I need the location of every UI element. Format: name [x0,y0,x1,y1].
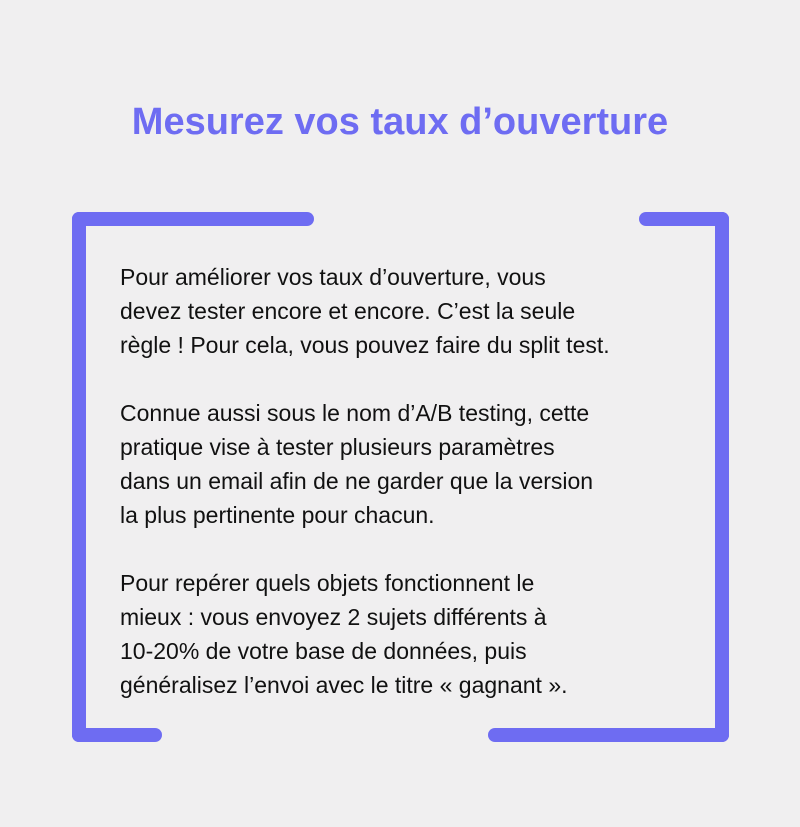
frame-bottom-right-bar [488,728,729,742]
frame-right-bar [715,212,729,742]
paragraph-line: Pour repérer quels objets fonctionnent le [120,570,535,596]
paragraph-line: mieux : vous envoyez 2 sujets différents à [120,604,547,630]
page-title: Mesurez vos taux d’ouverture [131,101,669,143]
paragraph-line: règle ! Pour cela, vous pouvez faire du split test. [120,332,610,358]
paragraph-line: 10-20% de votre base de données, puis [120,638,527,664]
paragraph-line: dans un email afin de ne garder que la version [120,468,594,494]
paragraph-1 [120,260,710,362]
frame-top-left-bar [72,212,314,226]
paragraph-line: pratique vise à tester plusieurs paramètres [120,434,555,460]
paragraph-line: Connue aussi sous le nom d’A/B testing, cette [120,400,590,426]
paragraph-3 [120,566,710,702]
paragraph-line: devez tester encore et encore. C’est la seule [120,298,576,324]
paragraph-2 [120,396,710,532]
paragraph-line: Pour améliorer vos taux d’ouverture, vous [120,264,546,290]
paragraph-line: généralisez l’envoi avec le titre « gagnant ». [120,672,568,698]
content-block [120,260,710,702]
paragraph-line: la plus pertinente pour chacun. [120,502,435,528]
frame-bottom-left-bar [72,728,162,742]
frame-left-bar [72,212,86,742]
